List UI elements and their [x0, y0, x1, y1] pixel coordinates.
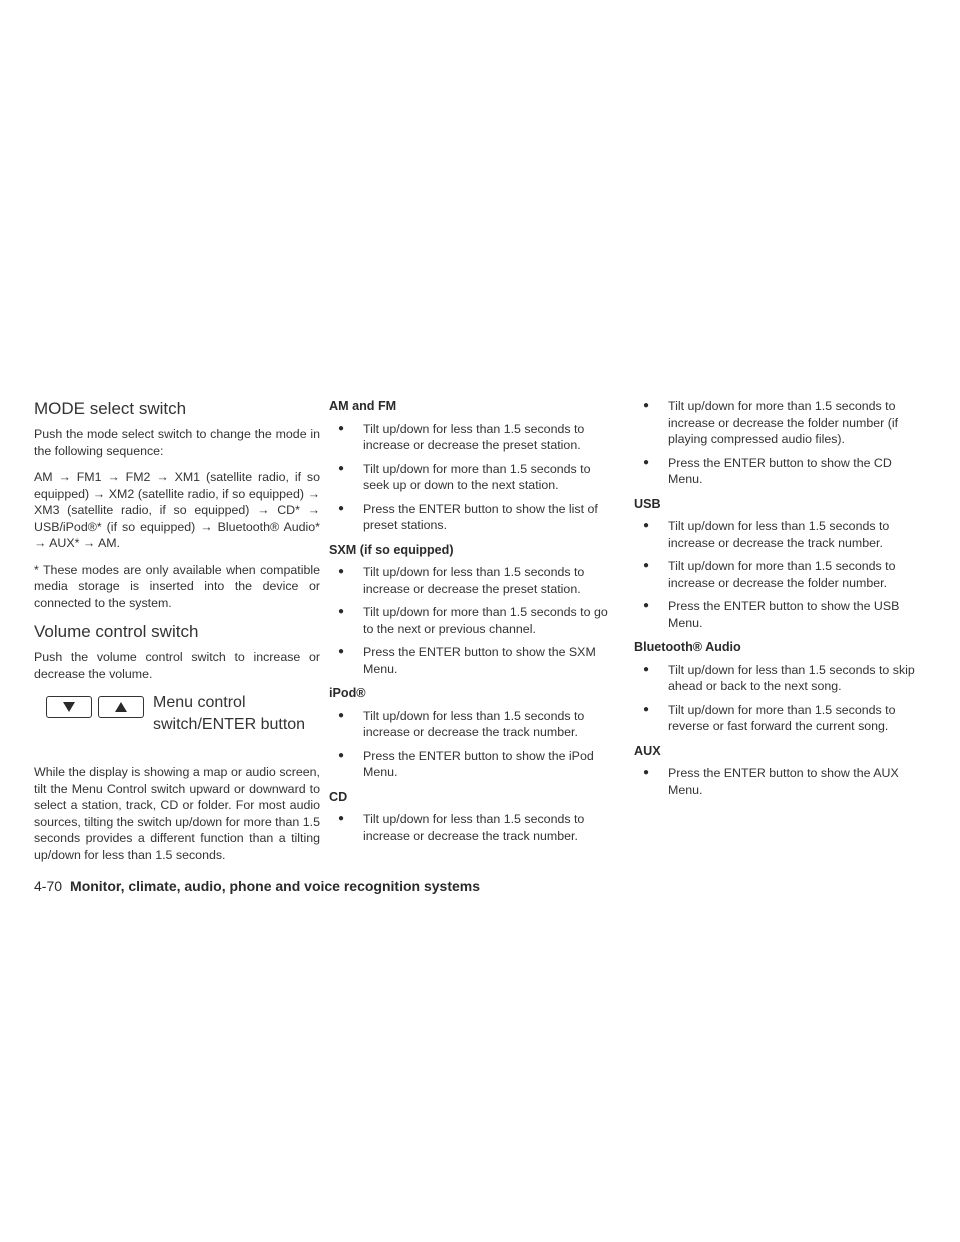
mode-intro-text: Push the mode select switch to change the mode in the following sequence:: [34, 427, 320, 458]
section-title: Monitor, climate, audio, phone and voice recognition systems: [70, 878, 480, 894]
triangle-up-icon: [114, 701, 128, 713]
list-item: ● Tilt up/down for more than 1.5 seconds to increase or decrease the folder number (if playing compressed audio files).: [668, 398, 924, 448]
aux-list: [634, 765, 924, 798]
middle-column: [329, 398, 615, 852]
triangle-down-icon: [62, 701, 76, 713]
list-item: ● Press the ENTER button to show the list of preset stations.: [363, 501, 615, 534]
cd-list-continued: [634, 398, 924, 488]
am-fm-list: [329, 421, 615, 534]
cd-heading: CD: [329, 789, 348, 804]
aux-heading: AUX: [634, 743, 661, 758]
list-item: ● Tilt up/down for less than 1.5 seconds to increase or decrease the preset station.: [363, 564, 615, 597]
list-item: ● Press the ENTER button to show the iPod Menu.: [363, 748, 615, 781]
list-item: ● Press the ENTER button to show the USB Menu.: [668, 598, 924, 631]
sxm-heading: SXM (if so equipped): [329, 542, 454, 557]
menu-control-text: While the display is showing a map or audio screen, tilt the Menu Control switch upward or downward to select a station, track, CD or folder. For most audio sources, tilting the switch up/down for more than 1.5 seconds provides a different function than a tilting up/down for less than 1.5 seconds.: [34, 765, 320, 862]
menu-control-heading-line2: switch/ENTER button: [153, 716, 306, 733]
sxm-list: [329, 564, 615, 677]
menu-control-heading-line1: Menu control: [153, 694, 246, 711]
left-column: [34, 398, 320, 873]
list-item: ● Press the ENTER button to show the AUX Menu.: [668, 765, 924, 798]
mode-sequence-text: AM → FM1 → FM2 → XM1 (satellite radio, if so equipped) → XM2 (satellite radio, if so equipped) → XM3 (satellite radio, if so equipped) → CD* → USB/iPod®* (if so equipped) → Bluetooth® Audio* → AUX* → AM.: [34, 470, 320, 550]
bluetooth-audio-list: [634, 662, 924, 735]
list-item: ● Tilt up/down for more than 1.5 seconds to increase or decrease the folder number.: [668, 558, 924, 591]
list-item: ● Tilt up/down for more than 1.5 seconds to go to the next or previous channel.: [363, 604, 615, 637]
mode-footnote-text: * These modes are only available when compatible media storage is inserted into the device or connected to the system.: [34, 562, 320, 610]
ipod-list: [329, 708, 615, 781]
list-item: ● Tilt up/down for less than 1.5 seconds to increase or decrease the track number.: [363, 708, 615, 741]
tilt-up-button-figure: [98, 696, 144, 718]
mode-select-heading: MODE select switch: [34, 399, 187, 418]
list-item: ● Press the ENTER button to show the CD Menu.: [668, 455, 924, 488]
list-item: ● Tilt up/down for more than 1.5 seconds to seek up or down to the next station.: [363, 461, 615, 494]
list-item: ● Tilt up/down for less than 1.5 seconds to increase or decrease the preset station.: [363, 421, 615, 454]
usb-heading: USB: [634, 496, 661, 511]
bluetooth-audio-heading: Bluetooth® Audio: [634, 640, 741, 654]
right-column: [634, 398, 924, 806]
ipod-heading: iPod®: [329, 686, 366, 700]
menu-control-heading: [153, 692, 323, 736]
list-item: ● Tilt up/down for less than 1.5 seconds to increase or decrease the track number.: [363, 811, 615, 844]
list-item: ● Press the ENTER button to show the SXM Menu.: [363, 644, 615, 677]
tilt-down-button-figure: [46, 696, 92, 718]
volume-control-heading: Volume control switch: [34, 622, 199, 641]
list-item: ● Tilt up/down for less than 1.5 seconds to increase or decrease the track number.: [668, 518, 924, 551]
usb-list: [634, 518, 924, 631]
list-item: ● Tilt up/down for less than 1.5 seconds to skip ahead or back to the next song.: [668, 662, 924, 695]
am-fm-heading: AM and FM: [329, 399, 397, 413]
menu-control-switch-figure: [34, 692, 320, 752]
page-footer: [34, 877, 480, 895]
cd-list: [329, 811, 615, 844]
list-item: ● Tilt up/down for more than 1.5 seconds to reverse or fast forward the current song.: [668, 702, 924, 735]
volume-control-text: Push the volume control switch to increase or decrease the volume.: [34, 650, 320, 681]
page-number: 4-70: [34, 878, 63, 894]
